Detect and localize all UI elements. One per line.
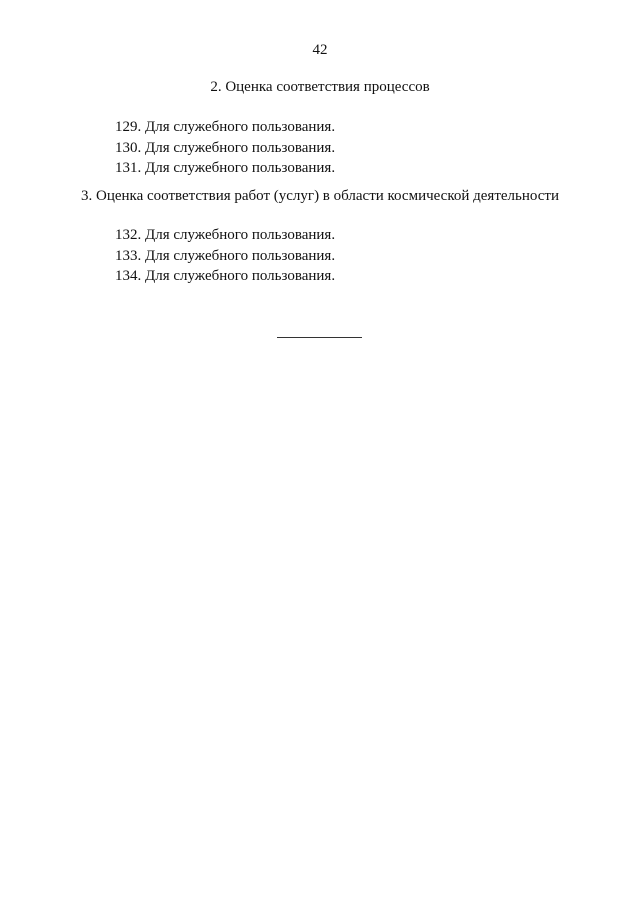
section-heading-space-activities: 3. Оценка соответствия работ (услуг) в области космической деятельности xyxy=(80,188,560,204)
item-list-space-activities xyxy=(115,225,335,287)
list-item: 134. Для служебного пользования. xyxy=(115,268,336,284)
list-item: 131. Для служебного пользования. xyxy=(115,160,336,176)
list-item: 132. Для служебного пользования. xyxy=(115,227,336,243)
list-item: 133. Для служебного пользования. xyxy=(115,247,336,264)
item-list-processes xyxy=(115,117,335,179)
page-number: 42 xyxy=(312,42,328,58)
section-heading-processes: 2. Оценка соответствия процессов xyxy=(210,79,430,95)
list-item: 129. Для служебного пользования. xyxy=(115,119,336,135)
list-item: 130. Для служебного пользования. xyxy=(115,139,336,156)
end-of-document-rule xyxy=(277,337,362,338)
